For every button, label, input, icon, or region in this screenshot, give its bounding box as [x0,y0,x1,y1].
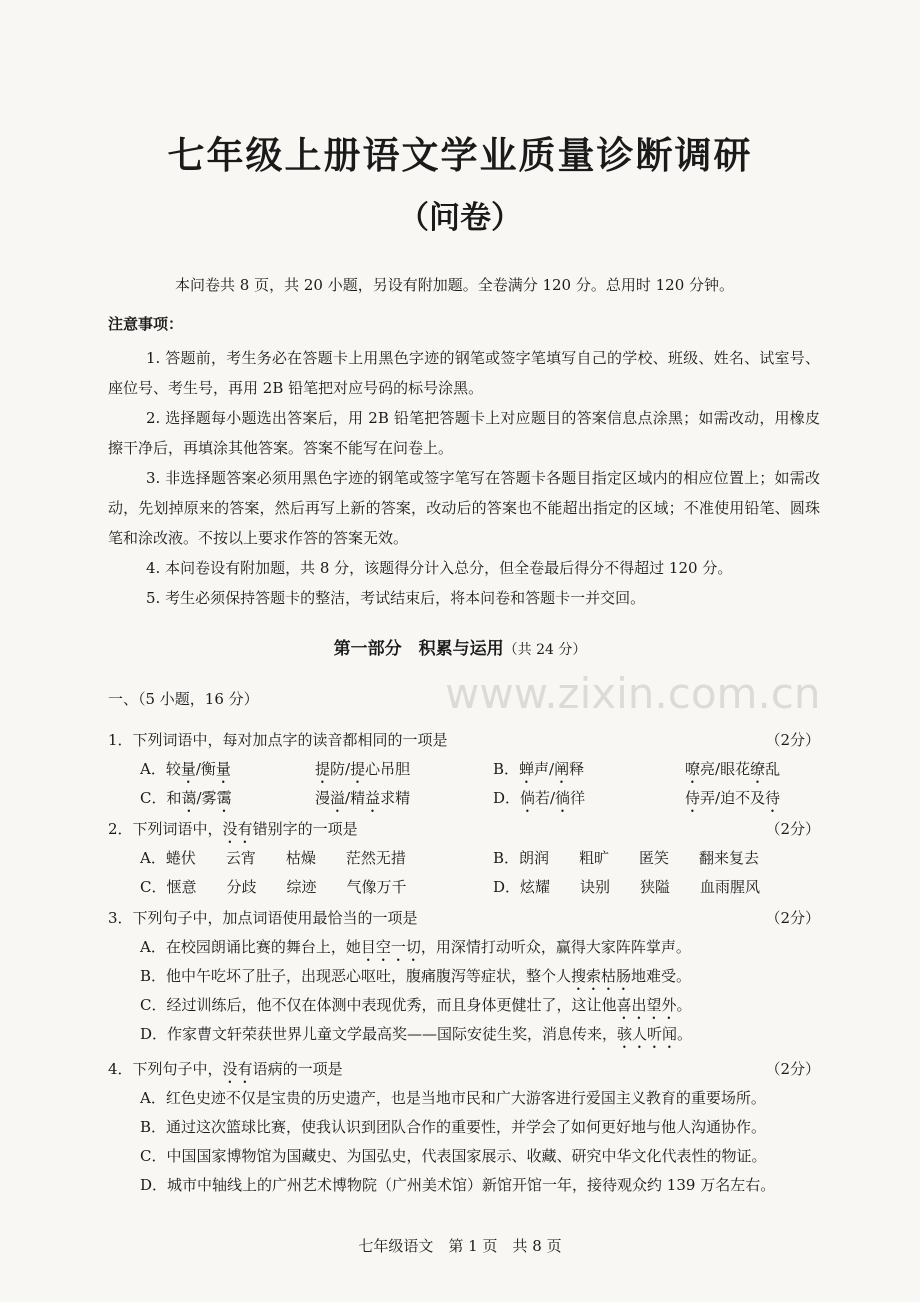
text-segment: 3．下列句子中，加点词语使用最恰当的一项是 [108,909,418,927]
option-item [493,844,759,873]
emphasized-text: 徜 [555,789,571,807]
text-segment: C．中国国家博物馆为国藏史、为国弘史，代表国家展示、收藏、研究中华文化代表性的物证。 [140,1147,767,1165]
question-stem [108,726,820,755]
text-segment: /衡 [195,760,216,778]
option-row [108,784,820,813]
text-segment: A．较 [140,760,181,778]
text-segment: A．蜷伏 云宵 枯燥 茫然无措 [140,849,406,867]
text-segment: 地难受。 [631,967,692,985]
question-stem [108,815,820,844]
option-item [108,1113,820,1142]
emphasized-text: 量 [215,760,231,778]
emphasized-text: 搜索枯肠 [571,967,632,985]
part-score: （共 24 分） [503,642,587,658]
text-segment: 乱 [765,760,781,778]
text-segment: 错别字的一项是 [252,820,358,838]
emphasized-text: 喜出望外 [616,996,677,1014]
text-segment: 徉 [570,789,586,807]
emphasized-text: 待 [765,789,781,807]
option-item [140,755,231,787]
text-segment: 亮/眼花 [700,760,751,778]
question-points: （2分） [765,820,820,838]
emphasized-text: 蔼 [181,789,197,807]
option-item [108,1142,820,1171]
text-segment: B．通过这次篮球比赛，使我认识到团队合作的重要性，并学会了如何更好地与他人沟通协作。 [140,1118,767,1136]
text-segment: 。 [676,996,692,1014]
option-item [108,933,820,962]
text-segment: D． [493,789,521,807]
text-segment: B．朗润 粗旷 匿笑 翻来复去 [493,849,760,867]
document-title: 七年级上册语文学业质量诊断调研 [167,133,753,177]
text-segment: A．在校园朗诵比赛的舞台上，她 [140,938,361,956]
emphasized-text: 阐 [554,760,570,778]
text-segment: 2．下列词语中， [108,820,223,838]
part-title: 第一部分 积累与运用 [333,639,504,659]
text-segment: 声/ [534,760,555,778]
emphasized-text: 益 [365,789,381,807]
text-segment: 防/ [330,760,351,778]
option-item [685,784,780,816]
option-item [493,755,584,787]
text-segment: 弄/迫不及 [700,789,766,807]
text-segment: A．红色史迹不仅是宝贵的历史遗产，也是当地市民和广大游客进行爱国主义教育的重要场所。 [140,1089,766,1107]
emphasized-text: 提 [350,760,366,778]
question-stem [108,1055,820,1084]
emphasized-text: 霭 [216,789,232,807]
text-segment: D．作家曹文轩荣获世界儿童文学最高奖——国际安徒生奖，消息传来， [140,1025,618,1043]
text-segment: 释 [569,760,585,778]
emphasized-text: 溢 [330,789,346,807]
notice-item: 1. 答题前，考生务必在答题卡上用黑色字迹的钢笔或签字笔填写自己的学校、班级、姓名、试室号、座位号、考生号，再用 2B 铅笔把对应号码的标号涂黑。 [108,349,820,397]
question [108,904,820,1049]
question-points: （2分） [765,909,820,927]
option-row [108,755,820,784]
text-segment: 若/ [535,789,556,807]
text-segment: ，用深情打动听众，赢得大家阵阵掌声。 [420,938,691,956]
emphasized-text: 目空一切 [360,938,421,956]
option-item [493,873,760,902]
option-item [140,873,406,902]
emphasized-text: 没有 [222,820,253,838]
option-row [108,844,820,873]
text-segment: B．他中午吃坏了肚子，出现恶心呕吐，腹痛腹泻等症状，整个人 [140,967,572,985]
page-footer: 七年级语文 第 1 页 共 8 页 [358,1237,562,1255]
option-row [108,873,820,902]
option-item [685,755,780,787]
emphasized-text: 缭 [750,760,766,778]
notice-item: 5. 考生必须保持答题卡的整洁，考试结束后，将本问卷和答题卡一并交回。 [146,589,646,607]
option-item [108,1084,820,1113]
section-heading: 一、（5 小题，16 分） [108,690,259,708]
question [108,1055,820,1200]
notice-item: 4. 本问卷设有附加题，共 8 分，该题得分计入总分，但全卷最后得分不得超过 120 分。 [146,559,733,577]
emphasized-text: 骇人听闻 [617,1025,678,1043]
option-item [108,1171,820,1200]
option-item [315,784,410,816]
notice-list [108,343,820,613]
emphasized-text: 蝉 [519,760,535,778]
emphasized-text: 嘹 [685,760,701,778]
option-item [108,962,820,991]
document-subtitle: （问卷） [398,200,522,236]
text-segment: B． [493,760,520,778]
exam-intro: 本问卷共 8 页，共 20 小题，另设有附加题。全卷满分 120 分。总用时 120 分钟。 [175,276,735,294]
question-points: （2分） [765,731,820,749]
text-segment: C．和 [140,789,182,807]
emphasized-text: 没有 [222,1060,253,1078]
part-heading [334,637,587,662]
emphasized-text: 倘 [520,789,536,807]
text-segment: /雾 [196,789,217,807]
option-item [315,755,410,787]
option-item [140,844,406,873]
text-segment: 心吊胆 [365,760,411,778]
emphasized-text: 量 [180,760,196,778]
option-item [140,784,232,816]
text-segment: 漫 [315,789,331,807]
emphasized-text: 侍 [685,789,701,807]
question [108,815,820,902]
text-segment: C．惬意 分歧 综迹 气像万千 [140,878,407,896]
option-item [108,991,820,1020]
text-segment: D．炫耀 诀别 狭隘 血雨腥风 [493,878,761,896]
question-list [108,726,820,1202]
text-segment: 1．下列词语中，每对加点字的读音都相同的一项是 [108,731,448,749]
text-segment: C．经过训练后，他不仅在体测中表现优秀，而且身体更健壮了，这让他 [140,996,617,1014]
watermark: www.zixin.com.cn [445,669,821,718]
question-points: （2分） [765,1060,820,1078]
notice-item: 3. 非选择题答案必须用黑色字迹的钢笔或签字笔写在答题卡各题目指定区域内的相应位置上；如需改动，先划掉原来的答案，然后再写上新的答案，改动后的答案也不能超出指定的区域；不准使用铅笔、圆珠笔和涂改液。不按以上要求作答的答案无效。 [108,469,820,547]
text-segment: 4．下列句子中， [108,1060,223,1078]
notice-heading: 注意事项： [108,315,184,333]
text-segment: /精 [345,789,366,807]
option-item [108,1020,820,1049]
text-segment: 。 [677,1025,693,1043]
text-segment: 语病的一项是 [252,1060,343,1078]
option-item [493,784,585,816]
text-segment: 求精 [380,789,411,807]
text-segment: D．城市中轴线上的广州艺术博物院（广州美术馆）新馆开馆一年，接待观众约 139 万名左右。 [140,1176,776,1194]
question-stem [108,904,820,933]
question [108,726,820,813]
notice-item: 2. 选择题每小题选出答案后，用 2B 铅笔把答题卡上对应题目的答案信息点涂黑；如需改动，用橡皮擦干净后，再填涂其他答案。答案不能写在问卷上。 [108,409,820,457]
emphasized-text: 提 [315,760,331,778]
